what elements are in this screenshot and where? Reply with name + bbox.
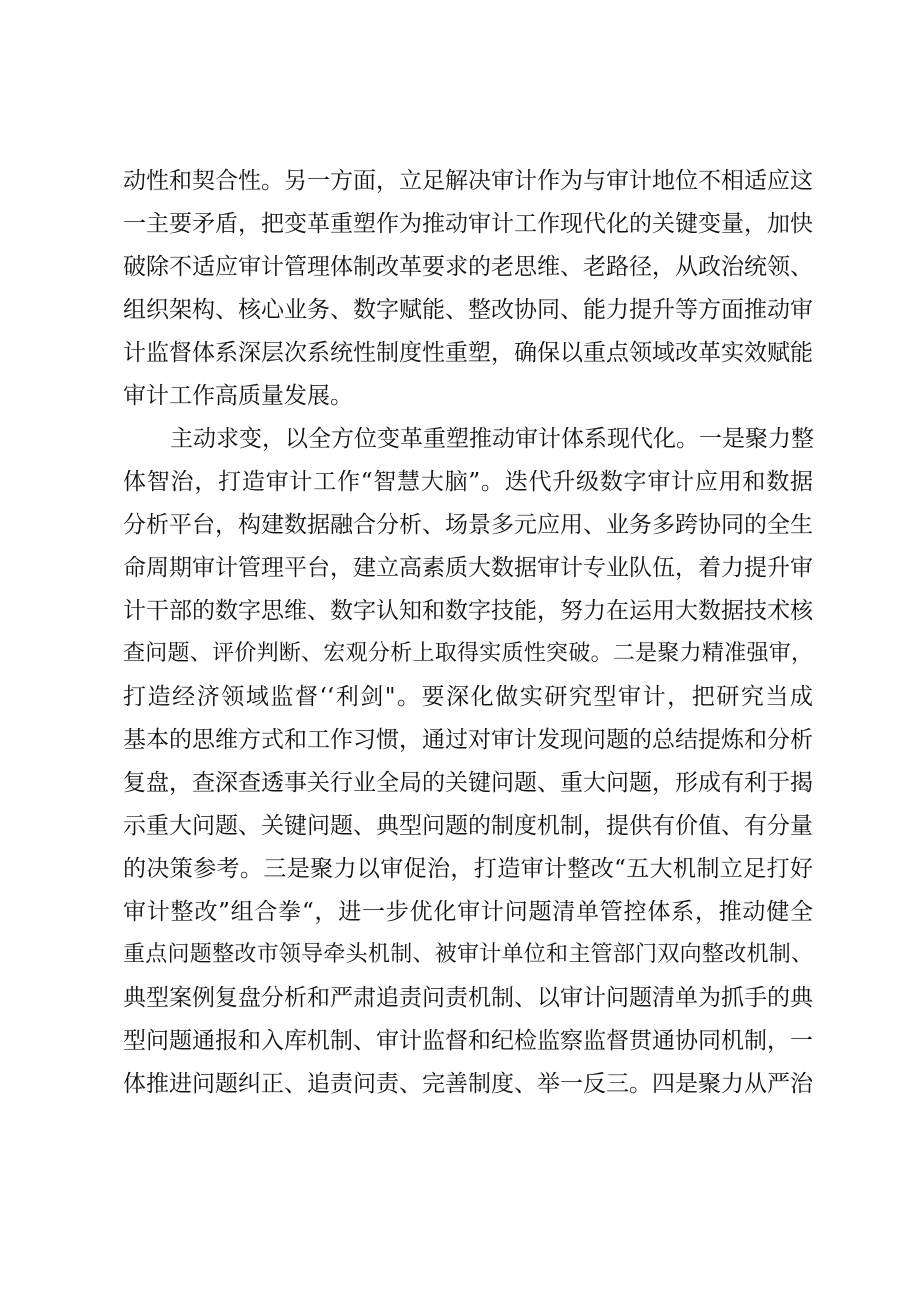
text-line: 计监督体系深层次系统性制度性重塑，确保以重点领域改革实效赋能 [123, 340, 813, 366]
text-line: 破除不适应审计管理体制改革要求的老思维、老路径，从政治统领、 [123, 254, 813, 280]
text-line: 重点问题整改市领导牵头机制、被审计单位和主管部门双向整改机制、 [123, 942, 813, 967]
text-line: 体智治，打造审计工作“智慧大脑”。迭代升级数字审计应用和数据 [123, 469, 813, 495]
text-line: 命周期审计管理平台，建立高素质大数据审计专业队伍，着力提升审 [123, 555, 813, 581]
text-line: 组织架构、核心业务、数字赋能、整改协同、能力提升等方面推动审 [123, 297, 813, 323]
text-line: 分析平台，构建数据融合分析、场景多元应用、业务多跨协同的全生 [123, 512, 813, 538]
text-line: 打造经济领域监督‘‘利剑"。要深化做实研究型审计，把研究当成 [123, 684, 813, 710]
text-line: 基本的思维方式和工作习惯，通过对审计发现问题的总结提炼和分析 [123, 727, 813, 753]
text-line: 审计工作高质量发展。 [123, 383, 353, 409]
text-line: 示重大问题、关键问题、典型问题的制度机制，提供有价值、有分量 [123, 813, 813, 839]
text-line: 型问题通报和入库机制、审计监督和纪检监察监督贯通协同机制，一 [123, 1028, 813, 1054]
text-line: 体推进问题纠正、追责问责、完善制度、举一反三。四是聚力从严治 [123, 1071, 813, 1097]
text-line: 典型案例复盘分析和严肃追责问责机制、以审计问题清单为抓手的典 [123, 985, 813, 1011]
text-line: 主动求变，以全方位变革重塑推动审计体系现代化。一是聚力整 [170, 426, 814, 452]
text-line: 一主要矛盾，把变革重塑作为推动审计工作现代化的关键变量，加快 [123, 211, 813, 237]
text-line: 动性和契合性。另一方面，立足解决审计作为与审计地位不相适应这 [123, 168, 813, 194]
text-line: 复盘，查深查透事关行业全局的关键问题、重大问题，形成有利于揭 [123, 770, 813, 796]
text-line: 查问题、评价判断、宏观分析上取得实质性突破。二是聚力精准强审， [123, 641, 813, 666]
text-line: 的决策参考。三是聚力以审促治，打造审计整改“五大机制立足打好 [123, 856, 813, 882]
text-line: 审计整改”组合拳“，进一步优化审计问题清单管控体系，推动健全 [123, 899, 813, 925]
text-line: 计干部的数字思维、数字认知和数字技能，努力在运用大数据技术核 [123, 598, 813, 624]
